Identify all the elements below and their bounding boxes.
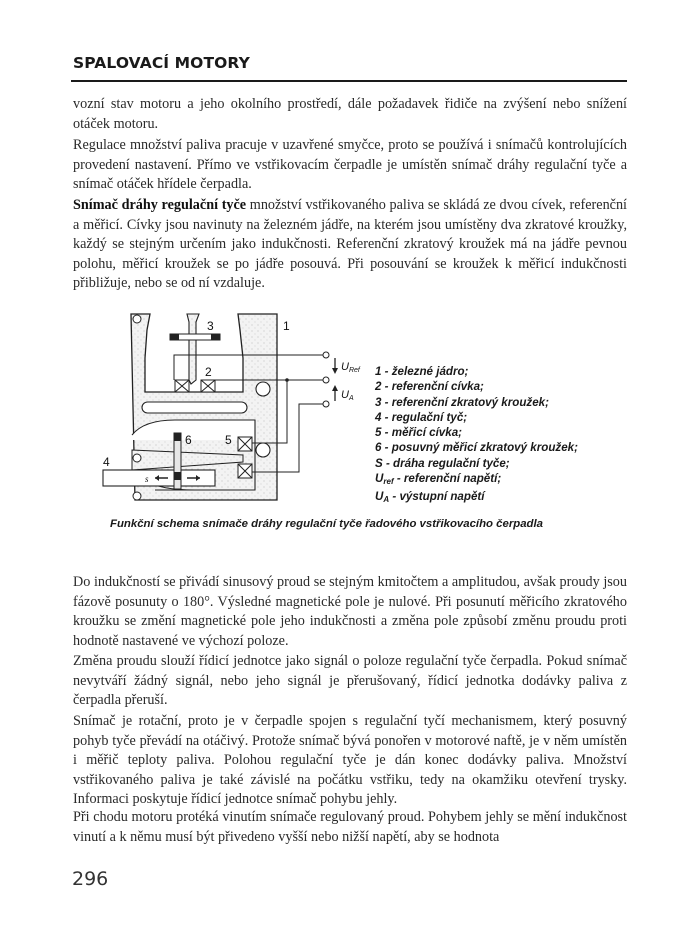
svg-text:URef <box>341 361 361 374</box>
schematic-diagram <box>95 300 385 515</box>
svg-text:UA <box>341 389 354 402</box>
legend-item: $U_A$ - výstupní napětí <box>375 490 485 505</box>
legend-item: 6 - posuvný měřicí zkratový kroužek; <box>375 441 578 455</box>
legend-item: 1 - železné jádro; <box>375 365 469 378</box>
label-u-a: U <box>341 389 349 401</box>
label-s: s <box>145 474 149 484</box>
paragraph-7: Při chodu motoru protéká vinutím snímače regulovaný proud. Pohybem jehly se mění indukčnost vinutí a k němu musí být přivedeno vyšší nebo nižší napětí, aby se hodnota <box>73 809 627 845</box>
paragraph-4: Do indukčností se přivádí sinusový proud se stejným kmitočtem a amplitudou, avšak proudy jsou fázově posunuty o 180°. Výsledné magnetické pole je nulové. Při posunutí měřicího zkratového kroužku se změní magnetické pole jeho indukčnosti a změna pole způsobí změnu proudu proti hodnotě nastavené ve výchozí poloze. <box>73 574 627 649</box>
legend-item: 2 - referenční cívka; <box>375 380 484 394</box>
term-bold: Snímač dráhy regulační tyče <box>73 197 247 213</box>
paragraph-6: Snímač je rotační, proto je v čerpadle spojen s regulační tyčí mechanismem, který posuvný pohyb tyče převádí na otáčivý. Protože snímač bývá ponořen v motorové naftě, je v něm umístěn i měřič teploty paliva. Polohou regulační tyče je dán konec dodávky paliva. Množství vstřikovaného paliva je také závislé na počátku vstřiku, tedy na okamžiku otevření trysky. Informaci poskytuje řídicí jednotce snímač pohybu jehly. <box>73 713 627 808</box>
running-header: SPALOVACÍ MOTORY <box>73 54 250 72</box>
paragraph-2: Regulace množství paliva pracuje v uzavřené smyčce, proto se používá i snímačů kontrolujících provedení nastavení. Přímo ve vstřikovacím čerpadle je umístěn snímač dráhy regulační tyče a snímač otáček hřídele čerpadla. <box>73 137 627 193</box>
figure-caption: Funkční schema snímače dráhy regulační tyče řadového vstřikovacího čerpadla <box>110 518 544 530</box>
label-u-a-sub: A <box>348 395 354 402</box>
label-u-ref: U <box>341 361 349 373</box>
label-1: 1 <box>283 319 290 333</box>
paragraph-3-text: množství vstřikovaného paliva se skládá ze dvou cívek, referenční a měřicí. Cívky jsou navinuty na železném jádře, na kterém jsou umístěny dva zkratové kroužky, každý se stejným určením jako indukčnosti. Referenční zkratový kroužek má na jádře pevnou polohu, měřicí kroužek se po jádře posouvá. Při posouvání se kroužek k měřicí indukčnosti přibližuje, nebo se od ní vzdaluje. <box>73 197 627 292</box>
label-5: 5 <box>225 433 232 447</box>
legend-item: 3 - referenční zkratový kroužek; <box>375 395 549 409</box>
legend-item: 5 - měřicí cívka; <box>375 426 463 440</box>
paragraph-1: vozní stav motoru a jeho okolního prostředí, dále požadavek řidiče na zvýšení nebo snížení otáček motoru. <box>73 96 627 132</box>
label-3: 3 <box>207 319 214 333</box>
label-2: 2 <box>205 365 212 379</box>
paragraph-5: Změna proudu slouží řídicí jednotce jako signál o poloze regulační tyče čerpadla. Pokud snímač nevytváří žádný signál, nebo jeho signál je přerušovaný, řídicí jednotka dodávky paliva z čerpadla přeruší. <box>73 653 627 709</box>
legend-item: $U_{ref}$ - referenční napětí; <box>375 472 502 487</box>
header-rule <box>71 80 627 82</box>
legend-item: 4 - regulační tyč; <box>375 410 468 424</box>
legend-item: S - dráha regulační tyče; <box>375 456 510 470</box>
label-u-ref-sub: Ref <box>348 367 360 374</box>
label-6: 6 <box>185 433 192 447</box>
label-4: 4 <box>103 455 110 469</box>
figure-legend <box>375 364 615 508</box>
paragraph-3 <box>73 196 627 294</box>
page-number: 296 <box>72 868 109 890</box>
sensor-schematic-figure <box>95 300 385 515</box>
